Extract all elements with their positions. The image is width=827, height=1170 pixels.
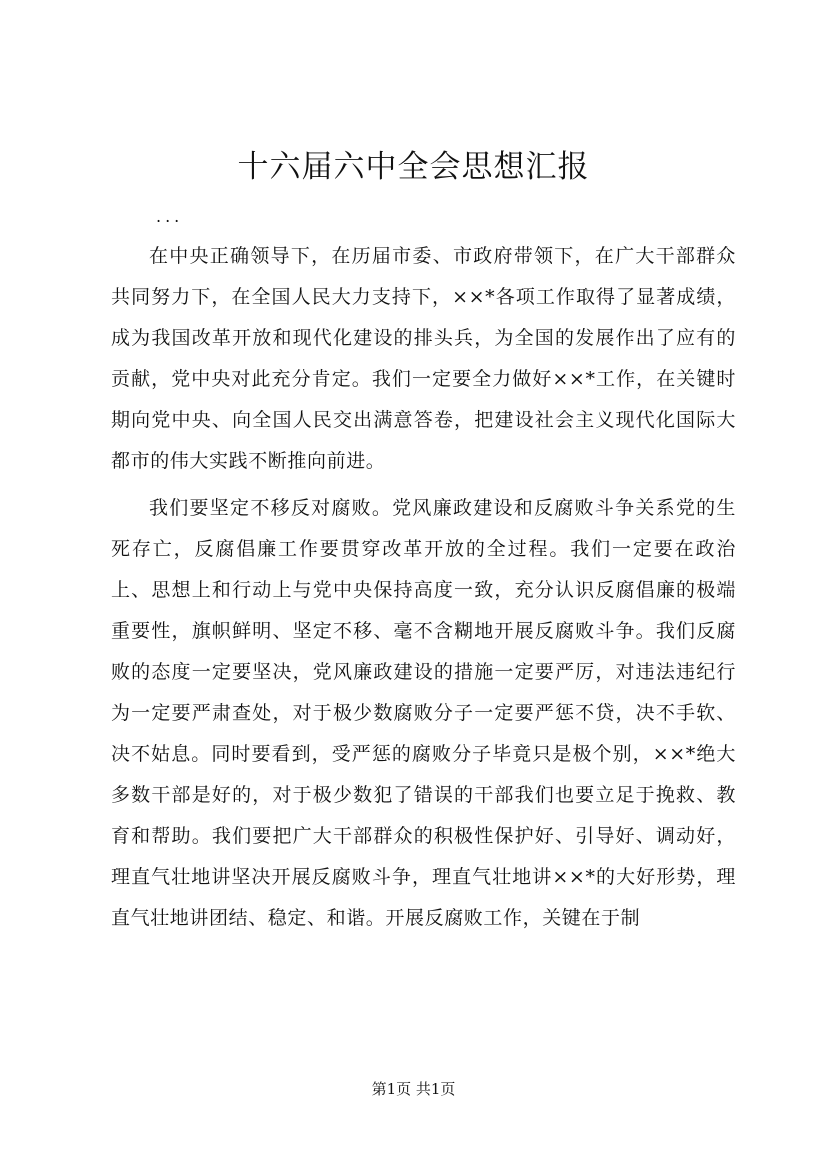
document-title: 十六届六中全会思想汇报 [237, 149, 590, 185]
ellipsis-marker: ... [156, 207, 184, 226]
paragraph: 在中央正确领导下，在历届市委、市政府带领下，在广大干部群众共同努力下，在全国人民大力支持下，××*各项工作取得了显著成绩，成为我国改革开放和现代化建设的排头兵，为全国的发展作出了应有的贡献，党中央对此充分肯定。我们一定要全力做好××*工作，在关键时期向党中央、向全国人民交出满意答卷，把建设社会主义现代化国际大都市的伟大实践不断推向前进。 [111, 245, 736, 472]
document-body [111, 236, 736, 945]
page-number-footer: 第1页 共1页 [371, 1080, 456, 1098]
paragraph: 我们要坚定不移反对腐败。党风廉政建设和反腐败斗争关系党的生死存亡，反腐倡廉工作要贯穿改革开放的全过程。我们一定要在政治上、思想上和行动上与党中央保持高度一致，充分认识反腐倡廉的极端重要性，旗帜鲜明、坚定不移、毫不含糊地开展反腐败斗争。我们反腐败的态度一定要坚决，党风廉政建设的措施一定要严厉，对违法违纪行为一定要严肃查处，对于极少数腐败分子一定要严惩不贷，决不手软、决不姑息。同时要看到，受严惩的腐败分子毕竟只是极个别，××*绝大多数干部是好的，对于极少数犯了错误的干部我们也要立足于挽救、教育和帮助。我们要把广大干部群众的积极性保护好、引导好、调动好，理直气壮地讲坚决开展反腐败斗争，理直气壮地讲××*的大好形势，理直气壮地讲团结、稳定、和谐。开展反腐败工作，关键在于制 [111, 497, 736, 929]
